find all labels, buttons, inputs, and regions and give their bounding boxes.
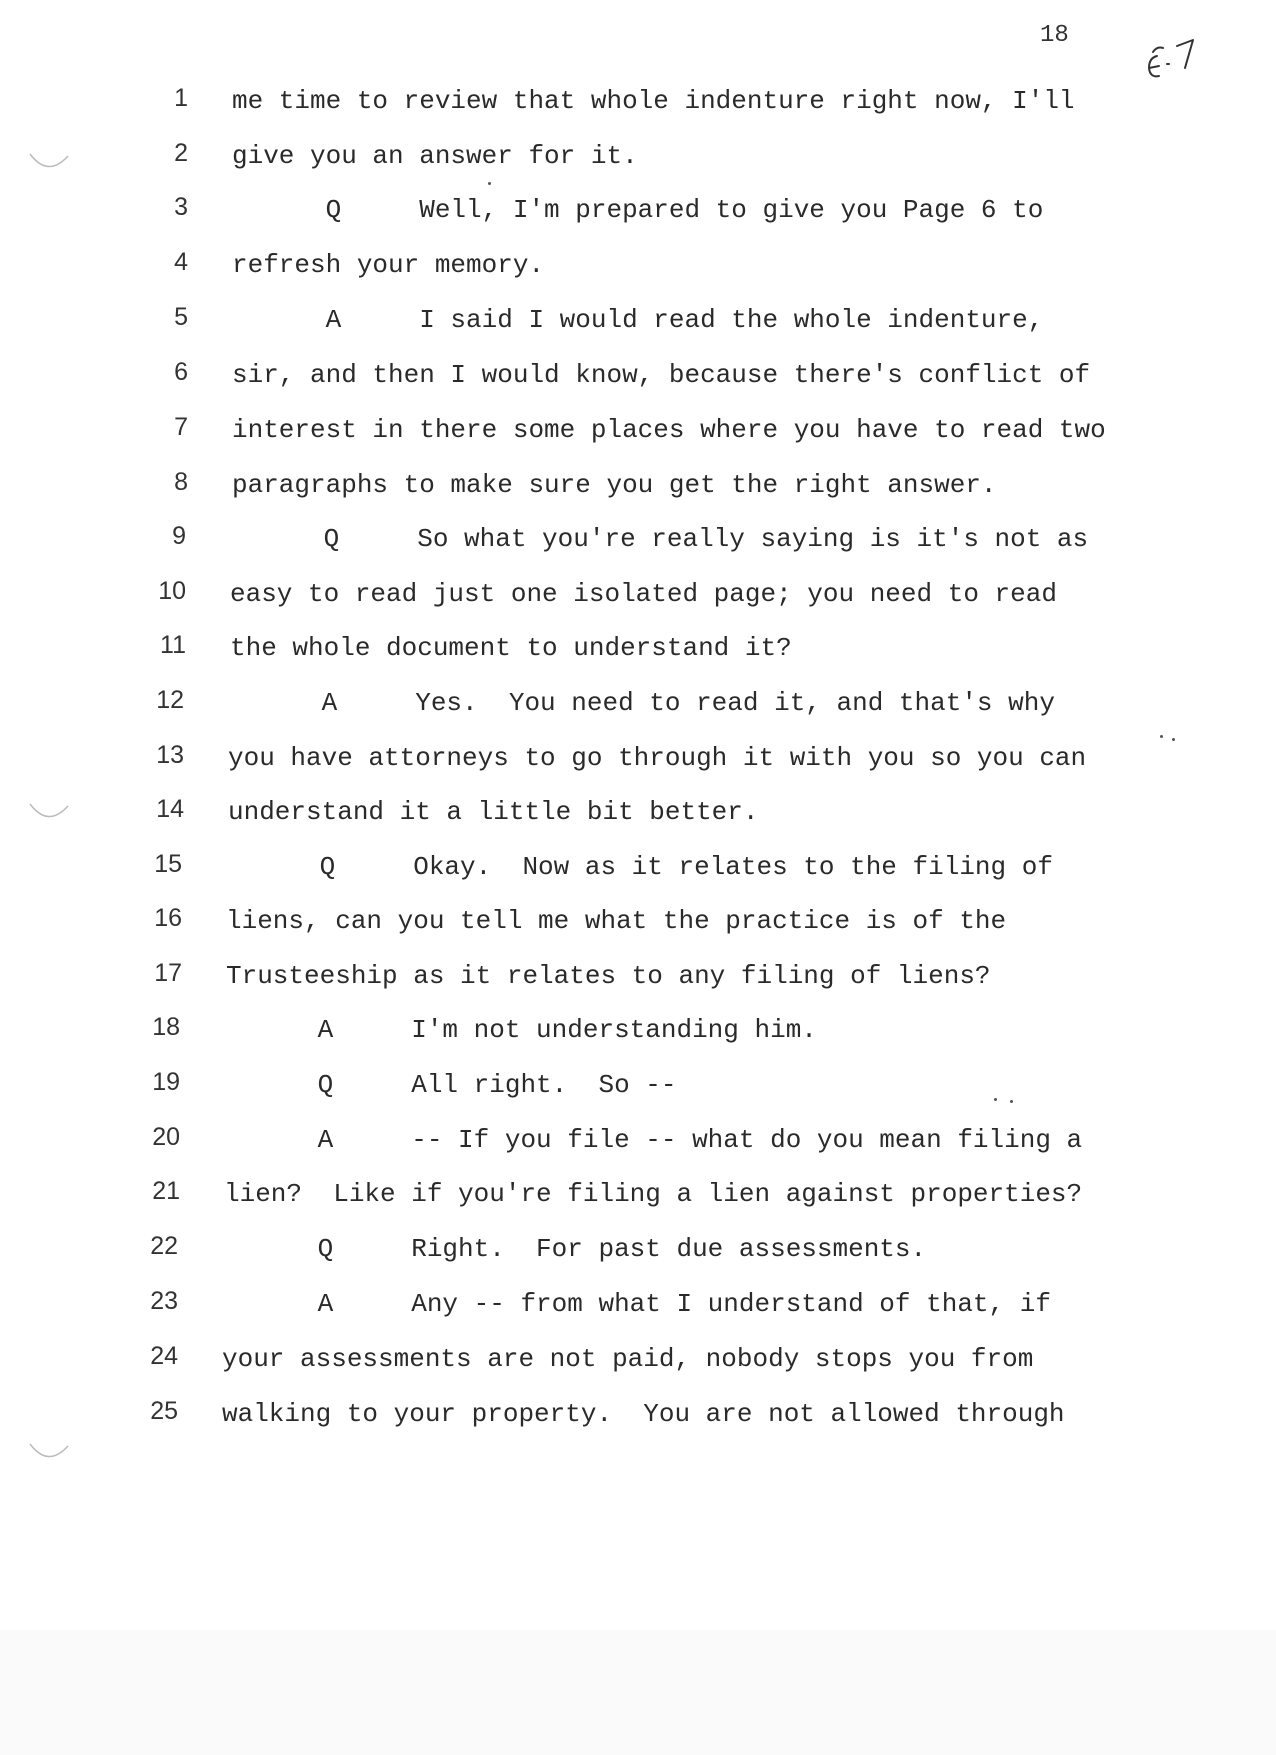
transcript-line xyxy=(0,1287,1276,1327)
line-number: 20 xyxy=(152,1123,180,1151)
transcript-line xyxy=(0,741,1276,781)
transcript-line xyxy=(0,686,1276,726)
transcript-line xyxy=(0,1068,1276,1108)
line-number: 18 xyxy=(152,1013,180,1041)
line-number: 1 xyxy=(174,84,188,112)
transcript-line xyxy=(0,850,1276,890)
line-number: 6 xyxy=(174,358,188,386)
line-text: Q So what you're really saying is it's not as xyxy=(230,524,1089,554)
line-number: 17 xyxy=(154,959,182,987)
line-text: me time to review that whole indenture right now, I'll xyxy=(232,86,1075,116)
transcript-line xyxy=(0,358,1276,398)
line-text: Q Well, I'm prepared to give you Page 6 to xyxy=(232,195,1044,225)
transcript-line xyxy=(0,248,1276,288)
line-number: 16 xyxy=(154,904,182,932)
transcript-line xyxy=(0,631,1276,671)
scan-speck xyxy=(1160,735,1163,738)
transcript-line xyxy=(0,139,1276,179)
line-text: Q All right. So -- xyxy=(224,1070,677,1100)
line-text: walking to your property. You are not allowed through xyxy=(222,1399,1065,1429)
line-number: 8 xyxy=(174,468,188,496)
transcript-line xyxy=(0,1397,1276,1437)
line-text: A I'm not understanding him. xyxy=(224,1015,817,1045)
line-number: 19 xyxy=(152,1068,180,1096)
line-text: understand it a little bit better. xyxy=(228,797,759,827)
line-text: A -- If you file -- what do you mean filing a xyxy=(224,1125,1083,1155)
line-number: 3 xyxy=(174,193,188,221)
transcript-line xyxy=(0,795,1276,835)
line-number: 7 xyxy=(174,413,188,441)
line-number: 12 xyxy=(156,686,184,714)
line-text: Q Okay. Now as it relates to the filing of xyxy=(226,852,1053,882)
line-text: Trusteeship as it relates to any filing of liens? xyxy=(226,961,991,991)
line-number: 11 xyxy=(160,631,186,659)
line-text: refresh your memory. xyxy=(232,250,545,280)
line-number: 13 xyxy=(156,741,184,769)
transcript-line xyxy=(0,1342,1276,1382)
punch-hole-mark xyxy=(28,1440,70,1474)
line-text: easy to read just one isolated page; you need to read xyxy=(230,579,1057,609)
transcript-line xyxy=(0,303,1276,343)
transcript-line xyxy=(0,959,1276,999)
line-text: the whole document to understand it? xyxy=(230,633,792,663)
line-text: liens, can you tell me what the practice is of the xyxy=(226,906,1007,936)
transcript-line xyxy=(0,1123,1276,1163)
line-text: A Any -- from what I understand of that, if xyxy=(224,1289,1051,1319)
line-text: A I said I would read the whole indenture, xyxy=(232,305,1044,335)
scan-shadow xyxy=(0,1630,1276,1755)
line-text: paragraphs to make sure you get the right answer. xyxy=(232,470,997,500)
line-number: 10 xyxy=(158,577,186,605)
line-number: 22 xyxy=(150,1232,178,1260)
transcript-line xyxy=(0,577,1276,617)
transcript-line xyxy=(0,468,1276,508)
line-text: Q Right. For past due assessments. xyxy=(224,1234,927,1264)
line-text: lien? Like if you're filing a lien against properties? xyxy=(224,1179,1083,1209)
page-number: 18 xyxy=(1040,22,1069,49)
transcript-line xyxy=(0,522,1276,562)
line-number: 5 xyxy=(174,303,188,331)
line-number: 4 xyxy=(174,248,188,276)
line-number: 9 xyxy=(172,522,186,550)
line-text: you have attorneys to go through it with you so you can xyxy=(228,743,1087,773)
transcript-line xyxy=(0,413,1276,453)
scan-speck xyxy=(488,182,491,185)
transcript-line xyxy=(0,1013,1276,1053)
line-text: interest in there some places where you have to read two xyxy=(232,415,1106,445)
line-text: give you an answer for it. xyxy=(232,141,638,171)
line-number: 15 xyxy=(154,850,182,878)
transcript-line xyxy=(0,1177,1276,1217)
line-text: A Yes. You need to read it, and that's why xyxy=(228,688,1055,718)
line-text: sir, and then I would know, because there's conflict of xyxy=(232,360,1091,390)
line-number: 2 xyxy=(174,139,188,167)
transcript-line xyxy=(0,904,1276,944)
line-number: 24 xyxy=(150,1342,178,1370)
line-number: 25 xyxy=(150,1397,178,1425)
line-number: 14 xyxy=(156,795,184,823)
transcript-line xyxy=(0,84,1276,124)
transcript-line xyxy=(0,1232,1276,1272)
line-number: 21 xyxy=(152,1177,180,1205)
transcript-line xyxy=(0,193,1276,233)
line-text: your assessments are not paid, nobody stops you from xyxy=(222,1344,1034,1374)
line-number: 23 xyxy=(150,1287,178,1315)
